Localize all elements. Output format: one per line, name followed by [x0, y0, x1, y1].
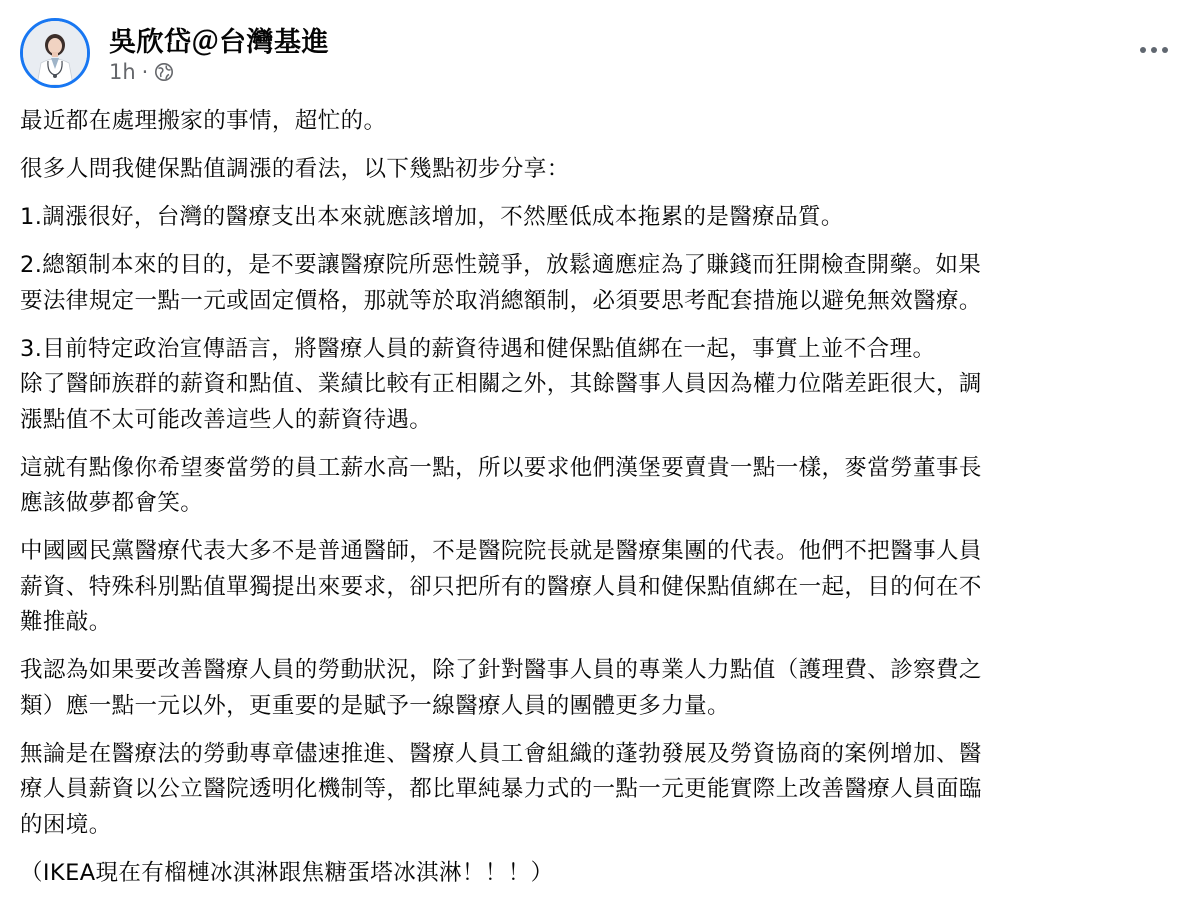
- post-timestamp[interactable]: 1h: [109, 60, 136, 84]
- avatar[interactable]: [20, 18, 90, 88]
- more-options-button[interactable]: [1134, 34, 1174, 66]
- post-paragraph: （IKEA現在有榴槤冰淇淋跟焦糖蛋塔冰淇淋！！！）: [20, 859, 554, 886]
- avatar-image: [23, 21, 87, 85]
- meta-separator: ·: [141, 60, 149, 84]
- post-paragraph: 1.調漲很好，台灣的醫療支出本來就應該增加，不然壓低成本拖累的是醫療品質。: [20, 204, 844, 230]
- post-paragraph: 這就有點像你希望麥當勞的員工薪水高一點，所以要求他們漢堡要賣貴一點一樣，麥當勞董事長 應該做夢都會笑。: [20, 454, 982, 516]
- post-paragraph: 2.總額制本來的目的，是不要讓醫療院所惡性競爭，放鬆適應症為了賺錢而狂開檢查開藥。如果 要法律規定一點一元或固定價格，那就等於取消總額制，必須要思考配套措施以避免無效醫療。: [20, 252, 982, 314]
- post-paragraph: 無論是在醫療法的勞動專章儘速推進、醫療人員工會組織的蓬勃發展及勞資協商的案例增加、醫 療人員薪資以公立醫院透明化機制等，都比單純暴力式的一點一元更能實際上改善醫療人員面臨 的困境。: [20, 740, 982, 838]
- author-name[interactable]: 吳欣岱＠台灣基進: [109, 27, 329, 58]
- post-body: [20, 104, 1185, 904]
- post-paragraph: 3.目前特定政治宣傳語言，將醫療人員的薪資待遇和健保點值綁在一起，事實上並不合理。 除了醫師族群的薪資和點值、業績比較有正相關之外，其餘醫事人員因為權力位階差距很大，調 漲點值不太可能改善這些人的薪資待遇。: [20, 335, 982, 433]
- globe-icon[interactable]: [154, 62, 174, 82]
- post-paragraph: 中國國民黨醫療代表大多不是普通醫師，不是醫院院長就是醫療集團的代表。他們不把醫事人員 薪資、特殊科別點值單獨提出來要求，卻只把所有的醫療人員和健保點值綁在一起，目的何在不 難推敲。: [20, 538, 982, 635]
- post-meta: [109, 58, 174, 86]
- post-paragraph: 很多人問我健保點值調漲的看法，以下幾點初步分享：: [20, 156, 570, 182]
- post-paragraph: 最近都在處理搬家的事情，超忙的。: [20, 108, 387, 134]
- post-header: [20, 16, 1180, 88]
- post-paragraph: 我認為如果要改善醫療人員的勞動狀況，除了針對醫事人員的專業人力點值（護理費、診察費之 類）應一點一元以外，更重要的是賦予一線醫療人員的團體更多力量。: [20, 657, 982, 719]
- more-options-icon: [1140, 47, 1146, 53]
